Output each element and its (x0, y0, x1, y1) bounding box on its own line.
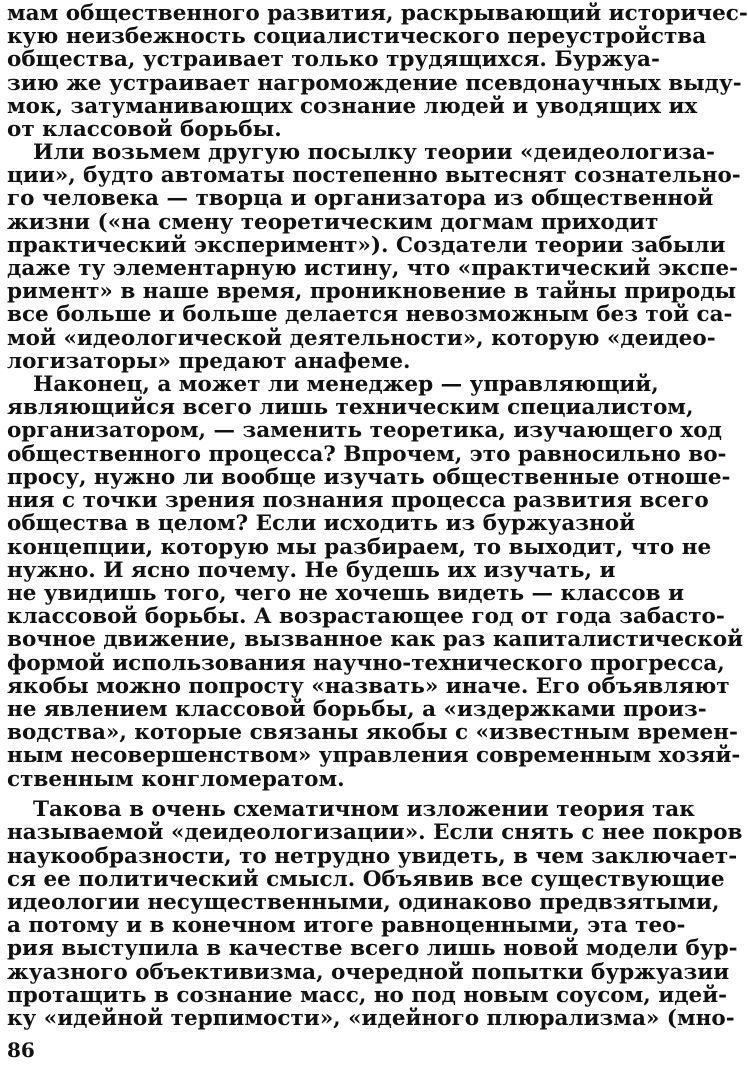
text-line: концепции, которую мы разбираем, то выходит, что не (7, 535, 712, 560)
text-line: вочное движение, вызванное как раз капиталистической (7, 627, 744, 652)
text-line: нужно. И ясно почему. Не будешь их изучать, и (7, 558, 616, 583)
text-line: го человека — творца и организатора из общественной (7, 186, 714, 211)
text-line: ся ее политический смысл. Объявив все существующие (7, 867, 725, 892)
text-line: жизни («на смену теоретическим догмам приходит (7, 210, 659, 235)
text-line: жуазного объективизма, очередной попытки буржуазии (7, 960, 730, 985)
text-line: ственным конгломератом. (7, 767, 345, 792)
text-line: просу, нужно ли вообще изучать общественные отноше- (7, 465, 731, 490)
text-line: даже ту элементарную истину, что «практический экспе- (7, 256, 739, 281)
text-line: не увидишь того, чего не хочешь видеть — классов и (7, 581, 685, 606)
text-line: ния с точки зрения познания процесса развития всего (7, 488, 709, 513)
text-line: все больше и больше делается невозможным без той са- (7, 302, 733, 327)
text-line: общества в целом? Если исходить из буржуазной (7, 511, 636, 536)
text-line: формой использования научно-технического прогресса, (7, 651, 725, 676)
book-page (7, 0, 748, 1066)
text-line: являющийся всего лишь техническим специалистом, (7, 395, 694, 420)
text-line: ку «идейной терпимости», «идейного плюрализма» (мно- (7, 1006, 735, 1031)
text-line: классовой борьбы. А возрастающее год от года забасто- (7, 604, 725, 629)
text-line: ции», будто автоматы постепенно вытеснят сознательно- (7, 163, 741, 188)
text-line: общественного процесса? Впрочем, это равносильно во- (7, 442, 727, 467)
text-line: наукообразности, то нетрудно увидеть, в чем заключает- (7, 844, 738, 869)
text-line: Такова в очень схематичном изложении теория так (33, 797, 695, 822)
text-line: идеологии несущественными, одинаково предвзятыми, (7, 890, 720, 915)
text-line: протащить в сознание масс, но под новым соусом, идей- (7, 983, 728, 1008)
text-line: не явлением классовой борьбы, а «издержками произ- (7, 697, 707, 722)
text-line: организатором, — заменить теоретика, изучающего ход (7, 418, 722, 443)
text-line: римент» в наше время, проникновение в тайны природы (7, 279, 737, 304)
text-line: называемой «деидеологизации». Если снять с нее покров (7, 820, 743, 845)
page-number: 86 (7, 1038, 35, 1062)
text-line: ным несовершенством» управления современным хозяй- (7, 743, 741, 768)
text-line: общества, устраивает только трудящихся. Буржуа- (7, 47, 660, 72)
text-line: а потому и в конечном итоге равноценными, эта тео- (7, 913, 686, 938)
text-line: водства», которые связаны якобы с «известным времен- (7, 720, 738, 745)
text-line: логизаторы» предают анафеме. (7, 349, 411, 374)
text-line: Наконец, а может ли менеджер — управляющий, (33, 372, 659, 397)
text-line: мам общественного развития, раскрывающий историчес- (7, 1, 748, 26)
text-line: мок, затуманивающих сознание людей и уводящих их (7, 94, 698, 119)
text-line: от классовой борьбы. (7, 117, 282, 142)
text-line: мой «идеологической деятельности», которую «деидео- (7, 326, 716, 351)
text-line: кую неизбежность социалистического переустройства (7, 24, 707, 49)
text-line: якобы можно попросту «назвать» иначе. Его объявляют (7, 674, 730, 699)
text-line: практический эксперимент»). Создатели теории забыли (7, 233, 726, 258)
text-line: рия выступила в качестве всего лишь новой модели бур- (7, 936, 738, 961)
text-line: зию же устраивает нагромождение псевдонаучных выду- (7, 71, 742, 96)
text-line: Или возьмем другую посылку теории «деидеологиза- (33, 140, 715, 165)
